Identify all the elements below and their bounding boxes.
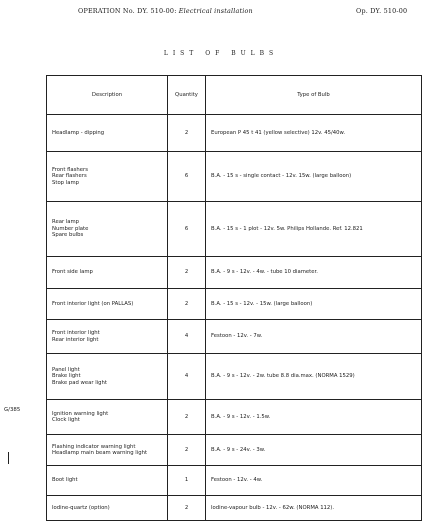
cell-type: B.A. - 9 s - 12v. - 1.5w. [206,400,422,435]
cell-type: European P 45 t 41 (yellow selective) 12v. 45/40w. [206,115,422,152]
table-row [47,257,422,289]
cell-quantity: 6 [168,202,206,257]
cell-description: Flashing indicator warning light Headlamp main beam warning light [47,435,168,466]
cell-description: Boot light [47,466,168,496]
cell-quantity: 6 [168,152,206,202]
cell-type: B.A. - 15 s - 12v. - 15w. (large balloon) [206,289,422,320]
cell-quantity: 2 [168,496,206,521]
table-row [47,289,422,320]
cell-type: Festoon - 12v. - 4w. [206,466,422,496]
cell-description: Front interior light Rear interior light [47,320,168,354]
page-header [0,5,434,19]
table-row [47,400,422,435]
side-code: G/385 [4,407,21,413]
header-op-ref: Op. DY. 510-00 [356,7,408,15]
table-header-row [47,76,422,115]
cell-type: B.A. - 9 s - 12v. - 4w. - tube 10 diameter. [206,257,422,289]
cell-description: Front flashers Rear flashers Stop lamp [47,152,168,202]
table-row [47,202,422,257]
cell-type: B.A. - 15 s - single contact - 12v. 15w. (large balloon) [206,152,422,202]
cell-description: Front interior light (on PALLAS) [47,289,168,320]
cell-type: B.A. - 15 s - 1 plot - 12v. 5w. Philips Hollande. Ref. 12.821 [206,202,422,257]
cell-quantity: 4 [168,354,206,400]
cell-description: Iodine-quartz (option) [47,496,168,521]
cell-type: B.A. - 9 s - 24v. - 3w. [206,435,422,466]
cell-quantity: 2 [168,115,206,152]
cell-description: Headlamp - dipping [47,115,168,152]
table-row [47,320,422,354]
cell-description: Panel light Brake light Brake pad wear light [47,354,168,400]
column-header-quantity: Quantity [168,76,206,115]
column-header-description: Description [47,76,168,115]
cell-quantity: 1 [168,466,206,496]
table-row [47,435,422,466]
table-row [47,354,422,400]
cell-description: Ignition warning light Clock light [47,400,168,435]
cell-quantity: 2 [168,435,206,466]
cell-type: Festoon - 12v. - 7w. [206,320,422,354]
table-row [47,496,422,521]
header-operation [78,7,253,15]
cell-quantity: 2 [168,400,206,435]
column-header-type: Type of Bulb [206,76,422,115]
header-operation-title: Electrical installation [178,7,253,15]
table-row [47,115,422,152]
bulb-table [46,75,422,521]
margin-mark [8,452,9,464]
cell-type: B.A. - 9 s - 12v. - 2w. tube 8.8 dia.max. (NORMA 1529) [206,354,422,400]
cell-quantity: 2 [168,289,206,320]
cell-description: Front side lamp [47,257,168,289]
cell-description: Rear lamp Number plate Spare bulbs [47,202,168,257]
table-row [47,152,422,202]
table-row [47,466,422,496]
cell-quantity: 2 [168,257,206,289]
header-operation-label: OPERATION No. DY. 510-00: [78,7,177,15]
cell-quantity: 4 [168,320,206,354]
document-title: LIST OF BULBS [163,50,279,57]
cell-type: Iodine-vapour bulb - 12v. - 62w. (NORMA 112). [206,496,422,521]
